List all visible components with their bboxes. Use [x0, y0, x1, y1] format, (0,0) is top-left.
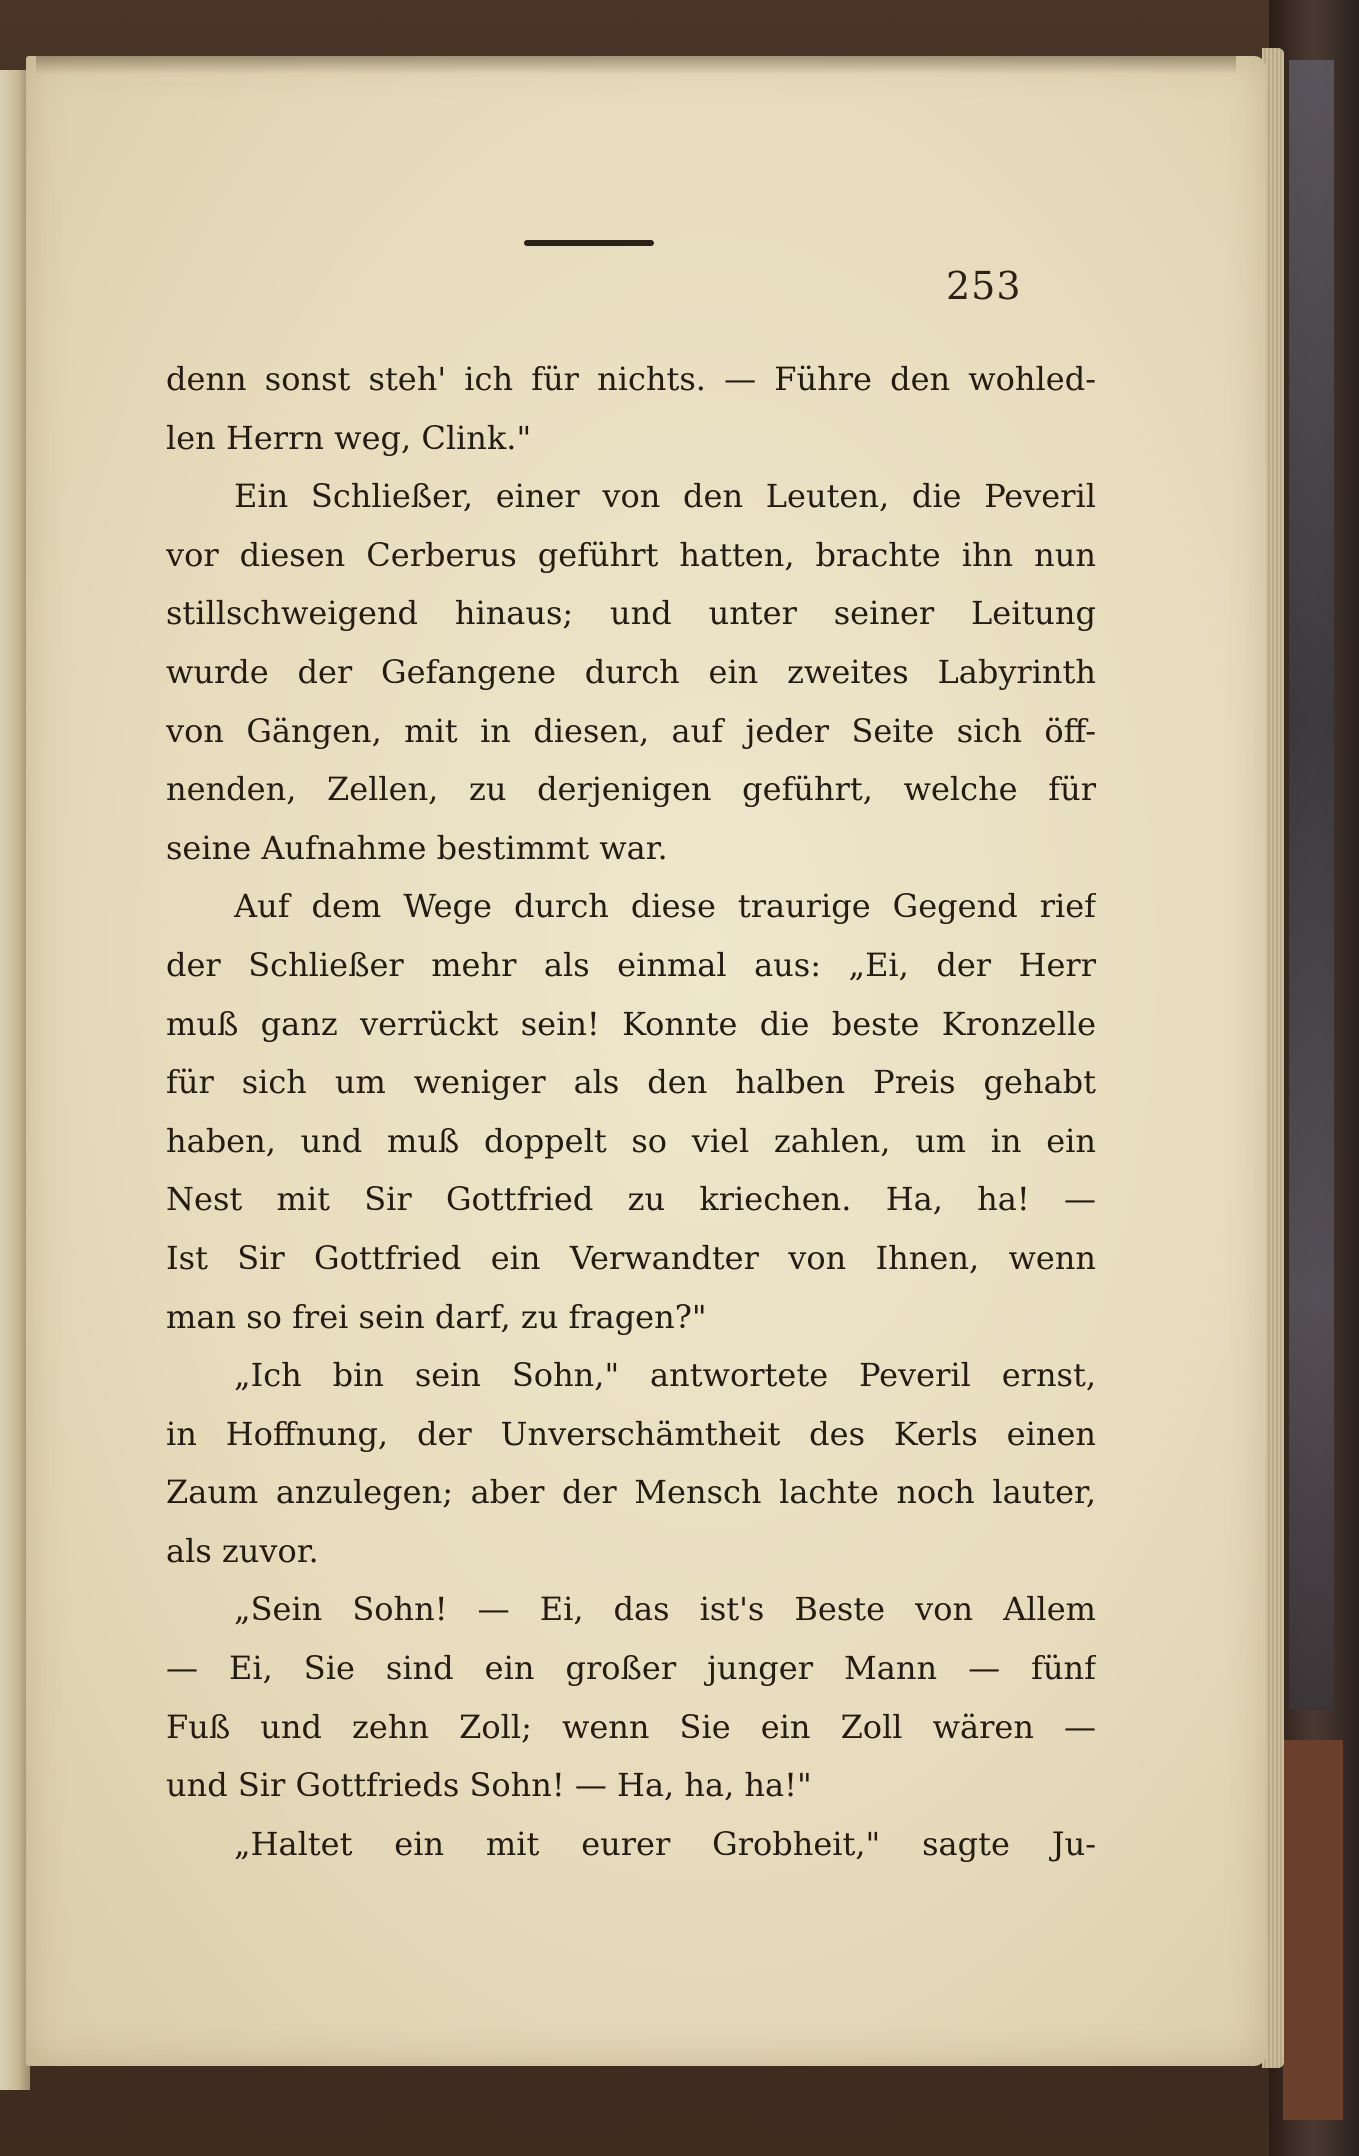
- book-page: [26, 56, 1266, 2066]
- text-line: als zuvor.: [166, 1531, 319, 1570]
- text-line: len Herrn weg, Clink.": [166, 418, 532, 457]
- text-line: und Sir Gottfrieds Sohn! — Ha, ha, ha!": [166, 1766, 812, 1805]
- text-line: stillschweigend hinaus; und unter seiner Leitung: [166, 594, 1096, 633]
- text-line: in Hoffnung, der Unverschämtheit des Kerls einen: [166, 1414, 1096, 1453]
- text-line: nenden, Zellen, zu derjenigen geführt, welche für: [166, 770, 1096, 809]
- text-line: der Schließer mehr als einmal aus: „Ei, der Herr: [166, 945, 1096, 984]
- text-line: wurde der Gefangene durch ein zweites Labyrinth: [166, 652, 1096, 691]
- body-text: [166, 350, 1096, 1873]
- header-rule: [524, 240, 654, 246]
- page-number: 253: [946, 264, 1022, 308]
- text-line: — Ei, Sie sind ein großer junger Mann — fünf: [166, 1649, 1096, 1688]
- text-line: seine Aufnahme bestimmt war.: [166, 828, 668, 867]
- text-line: muß ganz verrückt sein! Konnte die beste Kronzelle: [166, 1004, 1096, 1043]
- text-line: „Ich bin sein Sohn," antwortete Peveril ernst,: [234, 1356, 1096, 1395]
- text-line: haben, und muß doppelt so viel zahlen, um in ein: [166, 1121, 1096, 1160]
- text-line: denn sonst steh' ich für nichts. — Führe den wohled-: [166, 360, 1096, 398]
- text-line: vor diesen Cerberus geführt hatten, brachte ihn nun: [166, 535, 1096, 574]
- text-line: „Haltet ein mit eurer Grobheit," sagte Ju-: [234, 1824, 1096, 1863]
- text-line: Nest mit Sir Gottfried zu kriechen. Ha, ha! —: [166, 1180, 1096, 1219]
- text-line: Auf dem Wege durch diese traurige Gegend rief: [234, 887, 1096, 926]
- text-line: Zaum anzulegen; aber der Mensch lachte noch lauter,: [166, 1473, 1096, 1512]
- text-line: Ein Schließer, einer von den Leuten, die Peveril: [234, 477, 1096, 516]
- text-line: Ist Sir Gottfried ein Verwandter von Ihnen, wenn: [166, 1238, 1096, 1277]
- text-line: „Sein Sohn! — Ei, das ist's Beste von Allem: [234, 1590, 1096, 1629]
- text-line: für sich um weniger als den halben Preis gehabt: [166, 1063, 1096, 1102]
- text-line: Fuß und zehn Zoll; wenn Sie ein Zoll wären —: [166, 1707, 1096, 1746]
- text-line: von Gängen, mit in diesen, auf jeder Seite sich öff-: [166, 711, 1096, 750]
- text-line: man so frei sein darf, zu fragen?": [166, 1297, 707, 1336]
